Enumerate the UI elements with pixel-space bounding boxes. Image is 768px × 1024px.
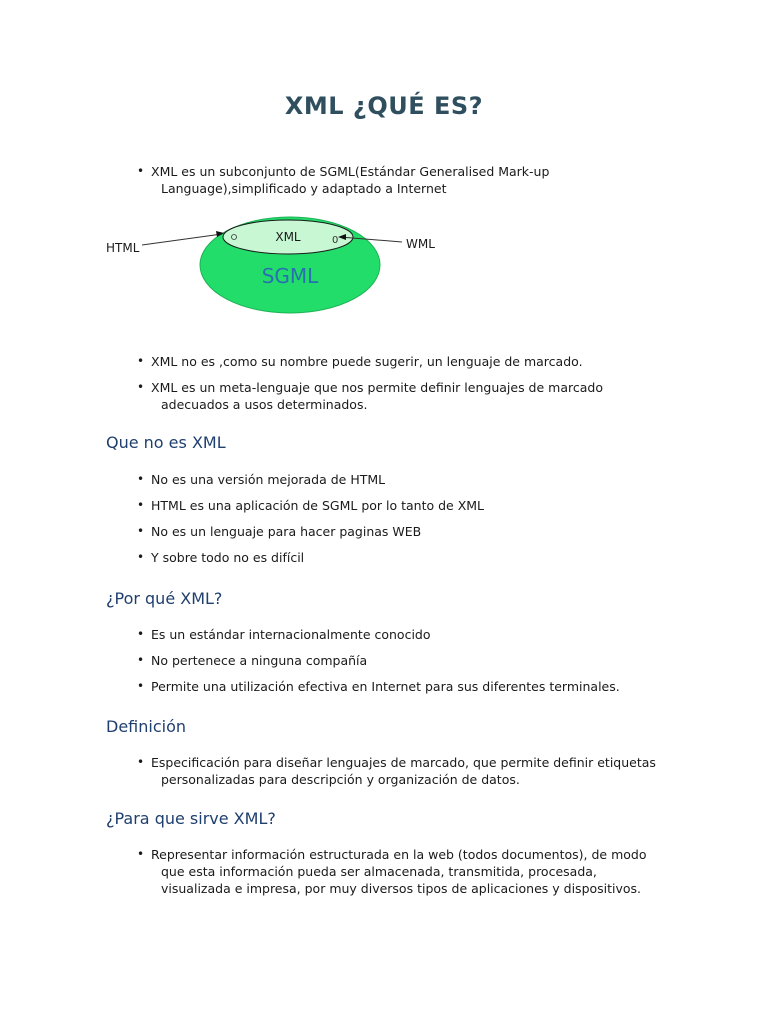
list-item [136, 523, 666, 540]
page-title: XML ¿QUÉ ES? [284, 92, 484, 120]
list-item-text: • Representar información estructurada en la web (todos documentos), de modo que esta información pueda ser almacenada, transmitida, procesada, visualizada e impresa, por muy diversos tipos de aplicaciones y dispositivos. [151, 847, 647, 896]
section-heading-por-que-xml: ¿Por qué XML? [106, 589, 223, 608]
list-item [136, 846, 666, 897]
list-item [136, 549, 666, 566]
xml-label: XML [275, 230, 301, 244]
after-diagram-list [136, 353, 666, 422]
list-item [136, 626, 666, 643]
list-item-text: • Es un estándar internacionalmente conocido [151, 627, 431, 642]
sgml-xml-diagram [100, 205, 460, 320]
section-heading-definicion: Definición [106, 717, 186, 736]
para-que-sirve-xml-list [136, 846, 666, 906]
list-item-text: • No es un lenguaje para hacer paginas WEB [151, 524, 422, 539]
list-item [136, 471, 666, 488]
intro-list [136, 163, 666, 206]
sgml-label: SGML [261, 264, 319, 288]
list-item [136, 497, 666, 514]
wml-label: WML [406, 237, 435, 251]
list-item-text: • Permite una utilización efectiva en Internet para sus diferentes terminales. [151, 679, 620, 694]
list-item [136, 678, 666, 695]
diagram-svg [100, 205, 460, 320]
list-item-text: • Especificación para diseñar lenguajes de marcado, que permite definir etiquetas personalizadas para descripción y organización de datos. [151, 755, 656, 787]
list-item [136, 652, 666, 669]
list-item-text: • No es una versión mejorada de HTML [151, 472, 386, 487]
list-item [136, 754, 666, 788]
list-item-text: • XML es un subconjunto de SGML(Estándar Generalised Mark-up Language),simplificado y adaptado a Internet [151, 164, 550, 196]
por-que-xml-list [136, 626, 666, 704]
list-item-text: • Y sobre todo no es difícil [151, 550, 305, 565]
section-heading-que-no-es-xml: Que no es XML [106, 433, 226, 452]
definicion-list [136, 754, 666, 797]
section-heading-para-que-sirve-xml: ¿Para que sirve XML? [106, 809, 276, 828]
list-item-text: • XML no es ,como su nombre puede sugerir, un lenguaje de marcado. [151, 354, 583, 369]
list-item-text: • HTML es una aplicación de SGML por lo tanto de XML [151, 498, 485, 513]
que-no-es-xml-list [136, 471, 666, 575]
list-item-text: • XML es un meta-lenguaje que nos permite definir lenguajes de marcado adecuados a usos determinados. [151, 380, 603, 412]
wml-dot-icon: 0 [332, 235, 339, 246]
html-label: HTML [106, 241, 140, 255]
list-item-text: • No pertenece a ninguna compañía [151, 653, 368, 668]
list-item [136, 163, 666, 197]
list-item [136, 379, 666, 413]
list-item [136, 353, 666, 370]
